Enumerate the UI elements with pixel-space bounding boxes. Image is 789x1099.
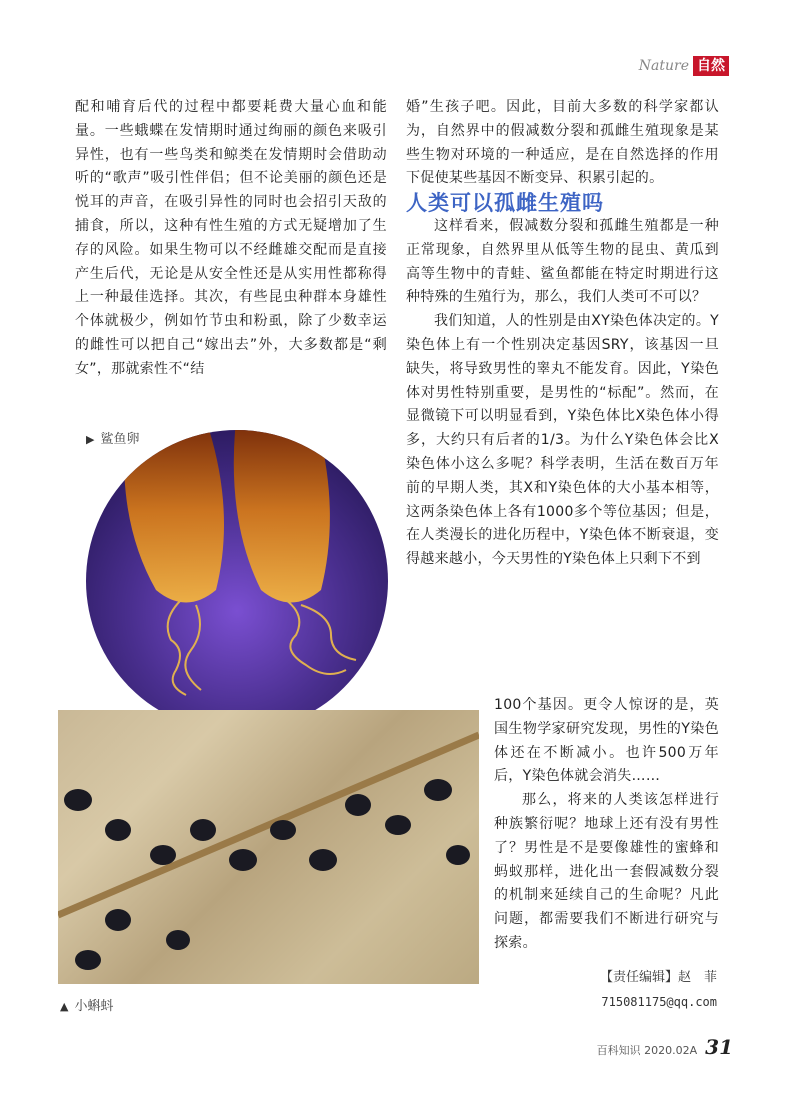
- page-number: 31: [705, 1035, 733, 1059]
- section-header: [639, 56, 729, 76]
- left-column: [75, 96, 387, 382]
- section-name-badge: 自然: [693, 56, 729, 76]
- section-heading: 人类可以孤雌生殖吗: [406, 190, 604, 216]
- editor-email: 715081175@qq.com: [601, 995, 717, 1009]
- tadpole-illustration: [58, 710, 479, 984]
- caption-shark-egg: ▶ 鲨鱼卵: [86, 432, 140, 447]
- tadpole-photo: [58, 710, 479, 984]
- right-paragraph-2: 我们知道，人的性别是由XY染色体决定的。Y染色体上有一个性别决定基因SRY，该基因一旦缺失，将导致男性的睾丸不能发育。因此，Y染色体对男性特别重要，是男性的“标配”。然而，在显微镜下可以明显看到，Y染色体比X染色体小得多，大约只有后者的1/3。为什么Y染色体会比X染色体小这么多呢？科学表明，生活在数百万年前的早期人类，其X和Y染色体的大小基本相等，这两条染色体上各有1000多个等位基因；但是，在人类漫长的进化历程中，Y染色体不断衰退，变得越来越小，今天男性的Y染色体上只剩下不到: [406, 313, 719, 568]
- caption-tadpole: ▲ 小蝌蚪: [60, 999, 114, 1014]
- magazine-issue: 百科知识 2020.02A: [596, 1044, 698, 1057]
- shark-egg-photo: [86, 430, 388, 732]
- shark-egg-illustration: [86, 430, 388, 732]
- editor-credit: [600, 966, 717, 1014]
- triangle-right-icon: ▶: [86, 433, 95, 446]
- left-paragraph: 配和哺育后代的过程中都要耗费大量心血和能量。一些蛾蝶在发情期时通过绚丽的颜色来吸引异性，也有一些鸟类和鲸类在发情期时会借助动听的“歌声”吸引性伴侣；但不论美丽的颜色还是悦耳的声音，在吸引异性的同时也会招引天敌的捕食，所以，这种有性生殖的方式无疑增加了生存的风险。如果生物可以不经雌雄交配而是直接产生后代，无论是从安全性还是从实用性都称得上一种最佳选择。其次，有些昆虫种群本身雄性个体就极少，例如竹节虫和粉虱，除了少数幸运的雌性可以把自己“嫁出去”外，大多数都是“剩女”，那就索性不“结: [75, 99, 387, 377]
- right-column-lower: [494, 694, 719, 956]
- right-column: [406, 96, 719, 572]
- right-paragraph-1: 这样看来，假减数分裂和孤雌生殖都是一种正常现象，自然界里从低等生物的昆虫、黄瓜到高等生物中的青蛙、鲨鱼都能在特定时期进行这种特殊的生殖行为，那么，我们人类可不可以？: [406, 217, 719, 306]
- right-paragraph-2-continued: 100个基因。更令人惊讶的是，英国生物学家研究发现，男性的Y染色体还在不断减小。也许500万年后，Y染色体就会消失……: [494, 697, 719, 785]
- section-name-en: Nature: [638, 58, 689, 74]
- page-footer: [597, 1035, 733, 1059]
- editor-label: 【责任编辑】赵 菲: [599, 970, 717, 985]
- right-paragraph-3: 那么，将来的人类该怎样进行种族繁衍呢？地球上还有没有男性了？男性是不是要像雄性的蜜蜂和蚂蚁那样，进化出一套假减数分裂的机制来延续自己的生命呢？凡此问题，都需要我们不断进行研究与探索。: [494, 792, 719, 951]
- triangle-up-icon: ▲: [60, 1000, 69, 1013]
- right-paragraph-continued: 婚”生孩子吧。因此，目前大多数的科学家都认为，自然界中的假减数分裂和孤雌生殖现象是某些生物对环境的一种适应，是在自然选择的作用下促使某些基因不断变异、积累引起的。: [406, 99, 719, 187]
